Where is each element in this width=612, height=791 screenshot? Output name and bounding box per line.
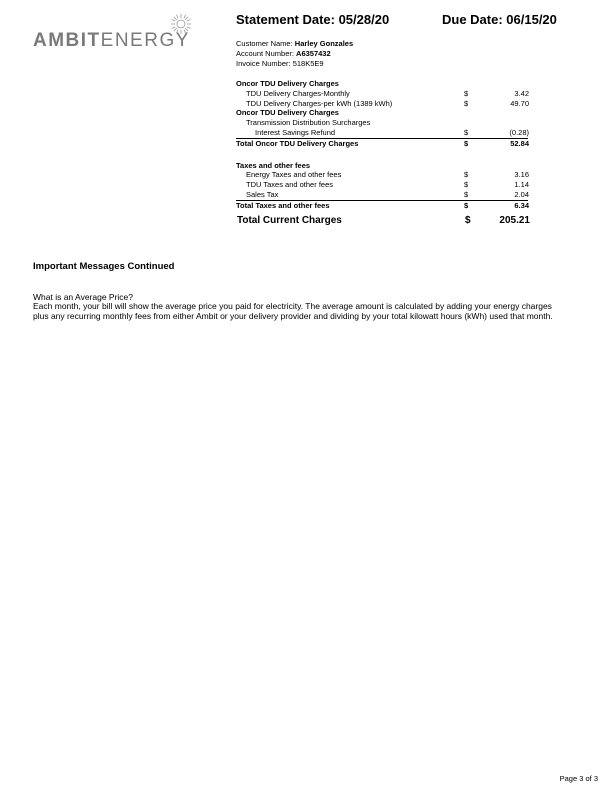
invoice-number-line [236,59,324,68]
ambit-energy-logo [33,13,203,53]
charge-desc: TDU Delivery Charges-per kWh (1389 kWh) [246,98,393,108]
tax-desc: Sales Tax [246,189,279,199]
tax-amount: 1.14 [514,180,529,190]
total-amount: 205.21 [499,215,530,226]
message-question: What is an Average Price? [33,292,134,302]
charge-amount: 49.70 [510,98,529,108]
currency-symbol: $ [464,200,469,210]
currency-symbol: $ [464,170,469,180]
charge-desc: TDU Delivery Charges-Monthly [246,88,350,98]
currency-symbol: $ [464,88,469,98]
message-body: Each month, your bill will show the average price you paid for electricity. The average amount is calculated by adding your energy charges plus any recurring monthly fees from either Ambit or your delivery provider and dividing by your total kilowatt hours (kWh) used that month. [33,301,553,322]
section-header-label: Oncor TDU Delivery Charges [236,108,339,118]
subtotal-amount: 52.84 [510,138,529,148]
total-current-charges [237,215,532,229]
currency-symbol: $ [465,215,471,226]
subtotal-desc: Total Taxes and other fees [236,200,330,210]
tax-row [236,190,531,200]
currency-symbol: $ [464,138,469,148]
logo-wordmark [33,30,190,52]
subsection-label: Transmission Distribution Surcharges [246,118,371,128]
charge-amount: (0.28) [509,127,529,137]
customer-name-label: Customer Name: [236,39,295,48]
charge-row [236,99,531,109]
tax-desc: Energy Taxes and other fees [246,170,342,180]
subsection-header-transmission [236,118,531,128]
section-header-oncor-2 [236,108,531,118]
tax-amount: 2.04 [514,189,529,199]
due-date: Due Date: 06/15/20 [442,12,557,27]
page-number: Page 3 of 3 [559,774,598,783]
currency-symbol: $ [464,98,469,108]
subtotal-amount: 6.34 [514,200,529,210]
section-header-label: Taxes and other fees [236,160,311,170]
tax-desc: TDU Taxes and other fees [246,180,333,190]
tax-amount: 3.16 [514,170,529,180]
customer-name-line [236,39,353,48]
currency-symbol: $ [464,127,469,137]
tax-row [236,180,531,190]
logo-text-ambit: AMBIT [33,30,101,51]
account-number: A6357432 [296,49,331,58]
charge-amount: 3.42 [514,88,529,98]
subtotal-desc: Total Oncor TDU Delivery Charges [236,138,359,148]
section-header-label: Oncor TDU Delivery Charges [236,79,339,88]
important-messages-title: Important Messages Continued [33,261,175,272]
currency-symbol: $ [464,180,469,190]
charge-desc: Interest Savings Refund [255,127,336,137]
charges-table [236,79,531,211]
charge-row-interest [236,128,531,138]
charge-row [236,89,531,99]
customer-name: Harley Gonzales [294,39,354,48]
subtotal-row-oncor [236,139,531,149]
account-number-line [236,49,331,58]
currency-symbol: $ [464,189,469,199]
tax-row [236,170,531,180]
invoice-number: 518K5E9 [292,59,324,68]
statement-date: Statement Date: 05/28/20 [236,12,390,27]
sun-icon [170,13,192,35]
subtotal-row-taxes [236,201,531,211]
logo-text-energy: ENERGY [100,30,190,51]
account-number-label: Account Number: [236,49,297,58]
invoice-number-label: Invoice Number: [236,59,293,68]
section-header-oncor [236,79,531,89]
total-desc: Total Current Charges [237,215,342,226]
section-header-taxes [236,161,531,171]
